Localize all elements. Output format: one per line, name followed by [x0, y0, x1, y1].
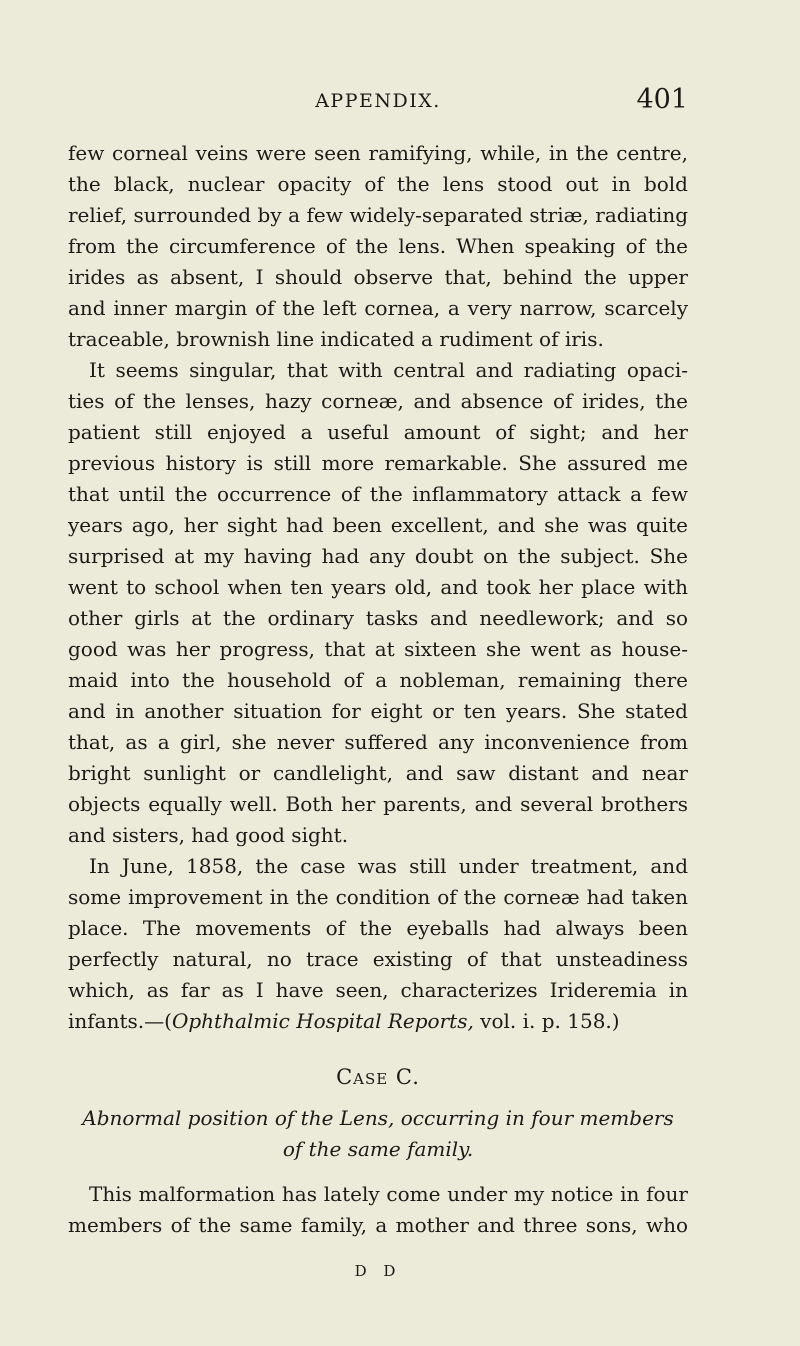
text-line: objects equally well. Both her parents, and several brothers: [68, 792, 688, 816]
paragraph-1: [68, 138, 688, 355]
text-line: This malformation has lately come under my notice in four: [89, 1182, 688, 1206]
subtitle-line: of the same family.: [282, 1137, 474, 1161]
text-line: perfectly natural, no trace existing of that unsteadiness: [68, 947, 688, 971]
citation-prefix: infants.—(: [68, 1009, 172, 1033]
text-line: It seems singular, that with central and radiating opaci-: [89, 358, 688, 382]
text-line: and in another situation for eight or ten years. She stated: [68, 699, 688, 723]
text-line: some improvement in the condition of the corneæ had taken: [68, 885, 688, 909]
text-line: previous history is still more remarkable. She assured me: [68, 451, 688, 475]
page-number: 401: [636, 84, 688, 115]
text-line: bright sunlight or candlelight, and saw distant and near: [68, 761, 688, 785]
text-line: In June, 1858, the case was still under treatment, and: [89, 854, 688, 878]
case-subtitle: [68, 1103, 688, 1165]
subtitle-line: Abnormal position of the Lens, occurring in four members: [82, 1106, 674, 1130]
citation-title: Ophthalmic Hospital Reports,: [171, 1009, 474, 1033]
case-heading: Case C.: [336, 1065, 420, 1089]
text-line: place. The movements of the eyeballs had always been: [68, 916, 688, 940]
paragraph-2: [68, 355, 688, 851]
citation-line: [68, 1006, 688, 1037]
text-line: traceable, brownish line indicated a rudiment of iris.: [68, 327, 604, 351]
paragraph-4: [68, 1179, 688, 1241]
text-line: irides as absent, I should observe that, behind the upper: [68, 265, 688, 289]
text-line: which, as far as I have seen, characterizes Irideremia in: [68, 978, 688, 1002]
text-line: members of the same family, a mother and three sons, who: [68, 1213, 688, 1237]
text-line: went to school when ten years old, and took her place with: [68, 575, 688, 599]
text-line: relief, surrounded by a few widely-separated striæ, radiating: [68, 203, 688, 227]
text-line: that, as a girl, she never suffered any inconvenience from: [68, 730, 688, 754]
text-line: that until the occurrence of the inflammatory attack a few: [68, 482, 688, 506]
text-line: and sisters, had good sight.: [68, 823, 349, 847]
text-line: maid into the household of a nobleman, remaining there: [68, 668, 688, 692]
text-line: the black, nuclear opacity of the lens stood out in bold: [68, 172, 688, 196]
paragraph-3: [68, 851, 688, 1037]
text-line: ties of the lenses, hazy corneæ, and absence of irides, the: [68, 389, 688, 413]
text-line: few corneal veins were seen ramifying, while, in the centre,: [68, 141, 688, 165]
citation-suffix: vol. i. p. 158.): [473, 1009, 620, 1033]
text-line: and inner margin of the left cornea, a very narrow, scarcely: [68, 296, 688, 320]
text-line: surprised at my having had any doubt on the subject. She: [68, 544, 688, 568]
page-body: [68, 138, 688, 1241]
text-line: years ago, her sight had been excellent, and she was quite: [68, 513, 688, 537]
text-line: patient still enjoyed a useful amount of sight; and her: [68, 420, 688, 444]
running-title: APPENDIX.: [315, 90, 441, 112]
text-line: other girls at the ordinary tasks and needlework; and so: [68, 606, 688, 630]
text-line: good was her progress, that at sixteen she went as house-: [68, 637, 688, 661]
signature-mark: D D: [354, 1262, 402, 1280]
running-head: [68, 84, 688, 124]
text-line: from the circumference of the lens. When speaking of the: [68, 234, 688, 258]
